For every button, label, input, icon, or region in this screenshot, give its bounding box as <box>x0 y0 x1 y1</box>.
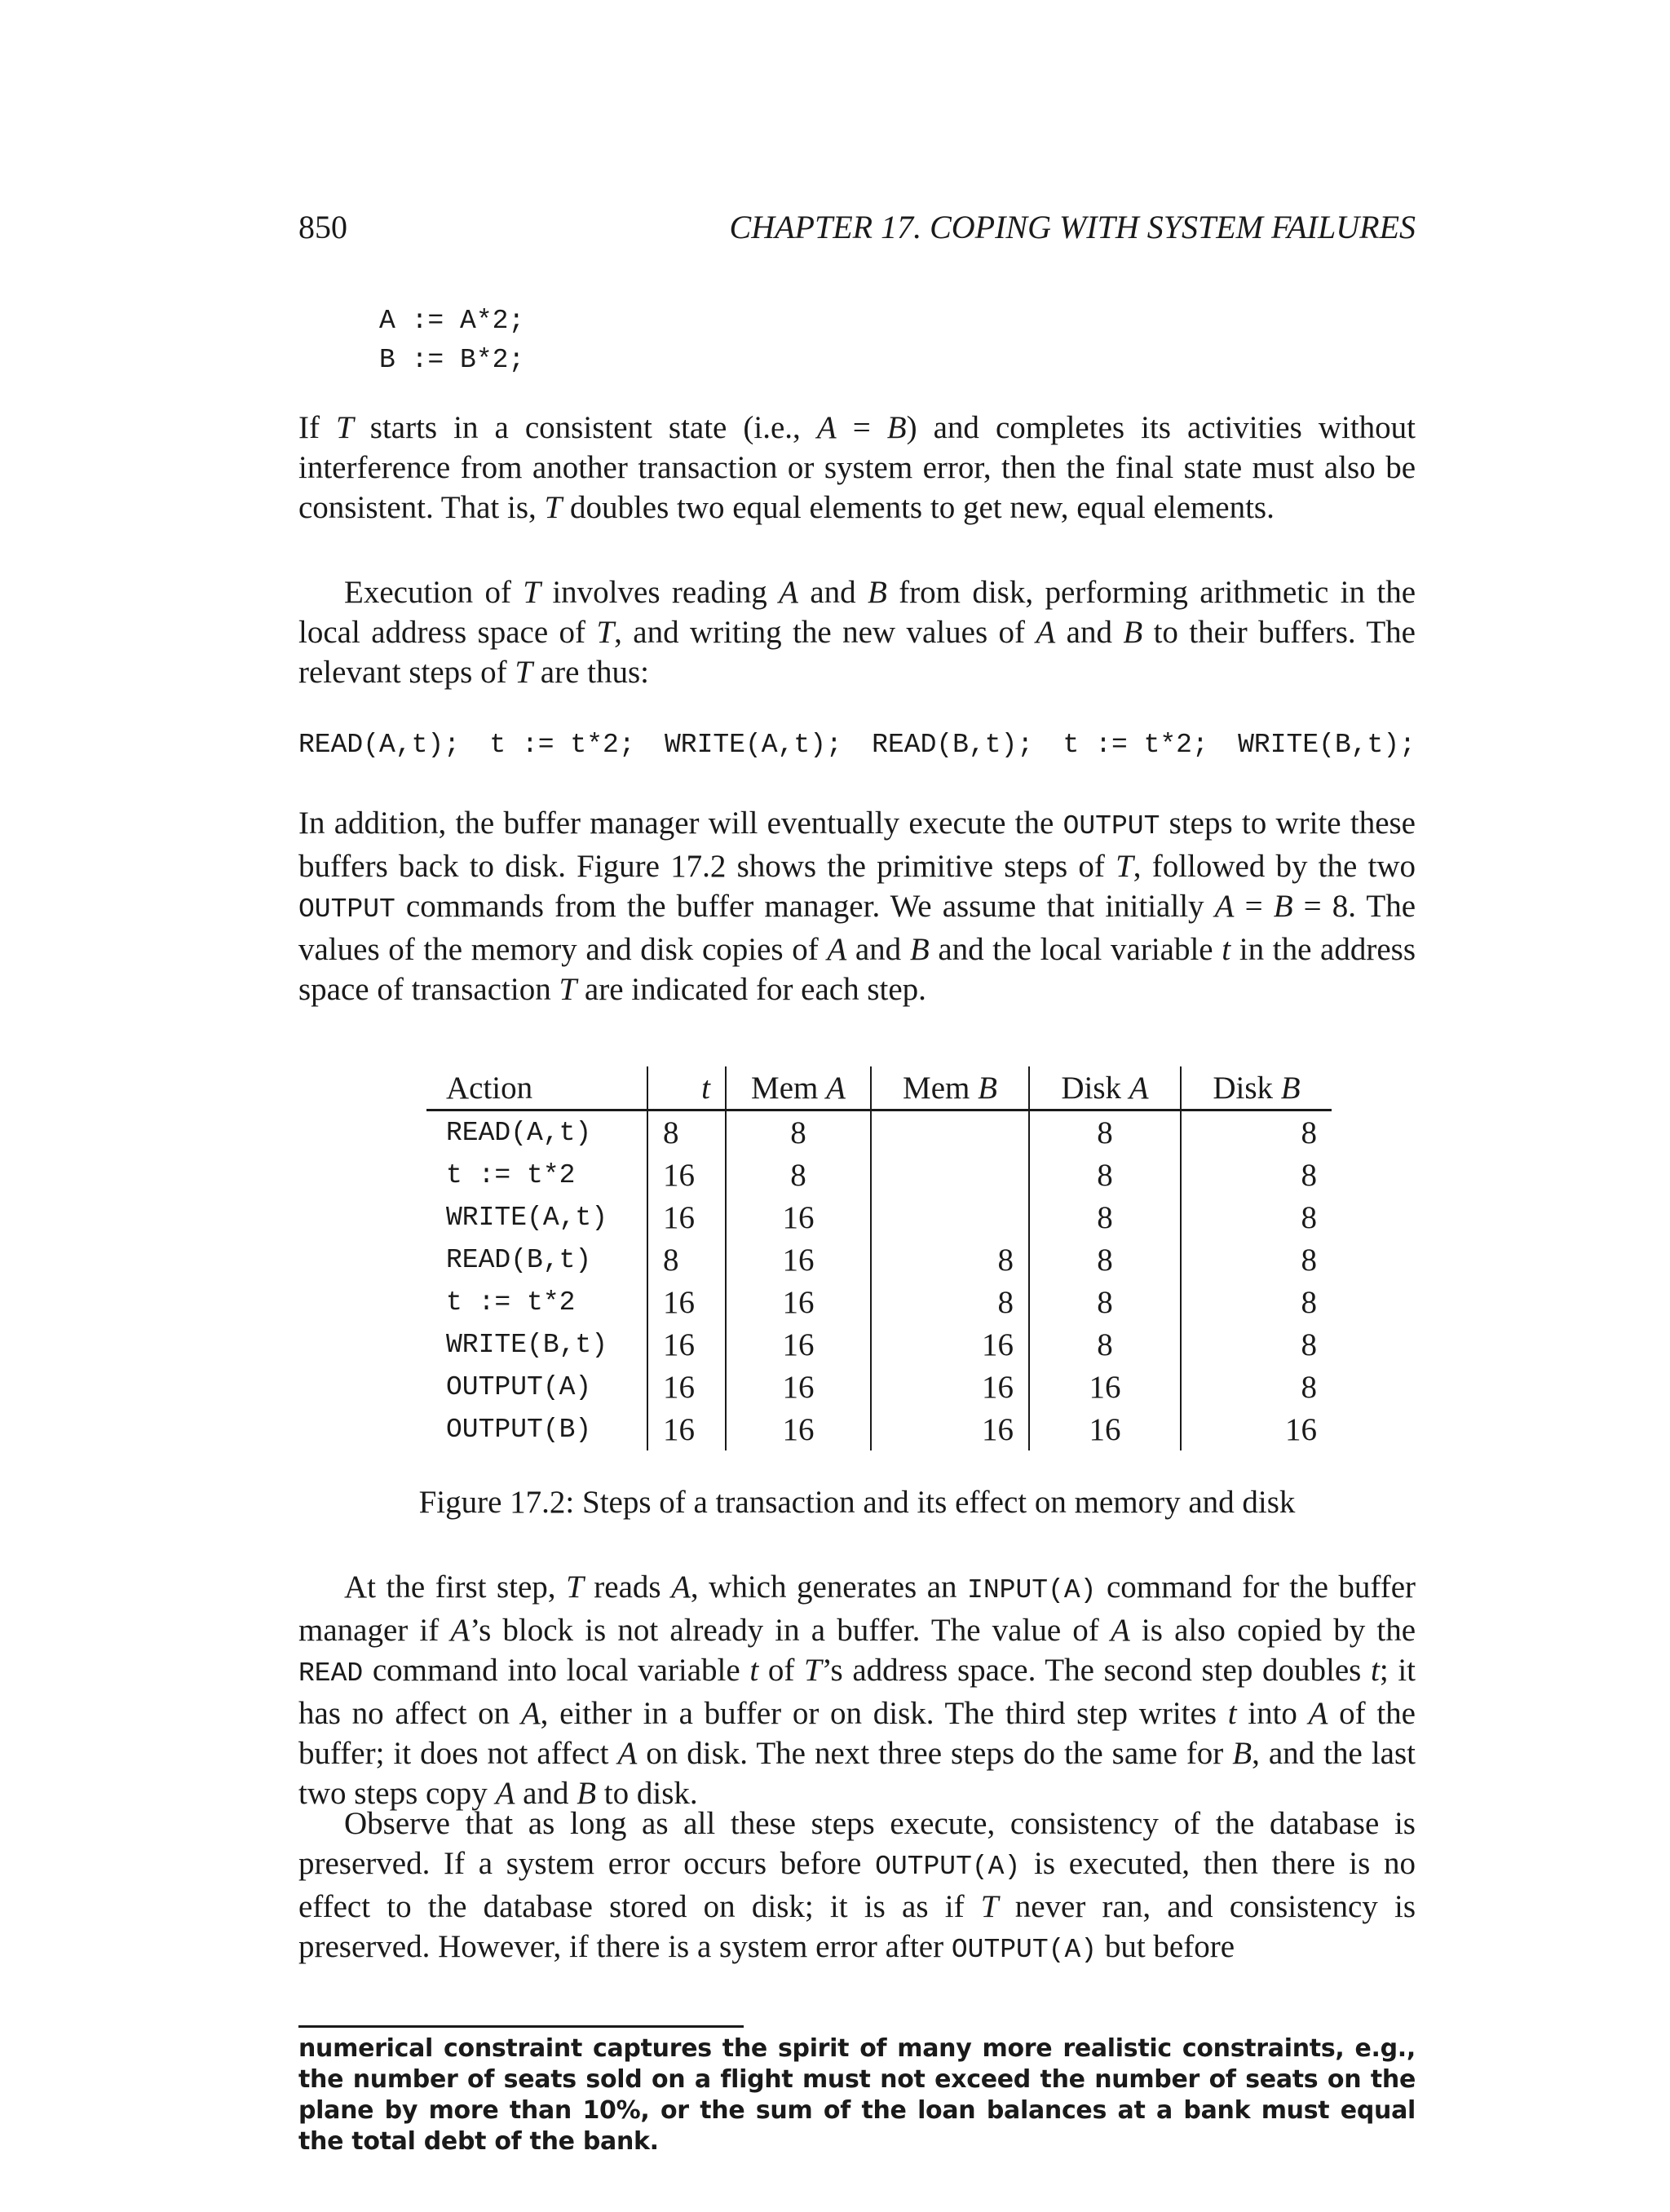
cell-disk-a: 8 <box>1029 1110 1181 1155</box>
paragraph-5: Observe that as long as all these steps execute, consistency of the database is preserved. If a system error occurs before OUTPUT(A) is executed, then there is no effect to the database stored on disk; it is as if T never ran, and consistency is preserved. However, if there is a system error after OUTPUT(A) but before <box>298 1806 1416 1965</box>
code-snippet <box>379 302 524 380</box>
table-row <box>426 1281 1332 1323</box>
step-code: READ(B,t); <box>872 730 1034 760</box>
cell-disk-a: 8 <box>1029 1238 1181 1281</box>
table-row <box>426 1238 1332 1281</box>
cell-disk-b: 8 <box>1181 1281 1332 1323</box>
table-row <box>426 1408 1332 1450</box>
cell-disk-b: 8 <box>1181 1366 1332 1408</box>
cell-disk-a: 8 <box>1029 1196 1181 1238</box>
cell-mem-b: 16 <box>871 1323 1029 1366</box>
cell-mem-a: 16 <box>726 1196 871 1238</box>
header-disk-b: Disk B <box>1181 1066 1332 1110</box>
cell-t: 8 <box>647 1110 726 1155</box>
cell-action: t := t*2 <box>446 1159 576 1190</box>
code-line: A := A*2; <box>379 306 525 336</box>
step-code: WRITE(A,t); <box>664 730 842 760</box>
paragraph-4: At the first step, T reads A, which generates an INPUT(A) command for the buffer manager if A’s block is not already in a buffer. The value of A is also copied by the READ command into local variable t of T’s address space. The second step doubles t; it has no affect on A, either in a buffer or on disk. The third step writes t into A of the buffer; it does not affect A on disk. The next three steps do the same for B, and the last two steps copy A and B to disk. <box>298 1570 1416 1811</box>
cell-disk-b: 8 <box>1181 1238 1332 1281</box>
cell-mem-b: 16 <box>871 1408 1029 1450</box>
figure-caption: Figure 17.2: Steps of a transaction and its effect on memory and disk <box>418 1485 1296 1520</box>
table-row <box>426 1196 1332 1238</box>
page-number: 850 <box>298 209 347 245</box>
table-row <box>426 1154 1332 1196</box>
cell-mem-b <box>871 1110 1029 1155</box>
step-code: WRITE(B,t); <box>1238 730 1416 760</box>
cell-disk-a: 16 <box>1029 1408 1181 1450</box>
cell-t: 16 <box>647 1408 726 1450</box>
header-mem-a: Mem A <box>726 1066 871 1110</box>
cell-mem-a: 16 <box>726 1366 871 1408</box>
cell-mem-a: 16 <box>726 1238 871 1281</box>
header-t: t <box>647 1066 726 1110</box>
running-header <box>298 208 1416 257</box>
cell-disk-b: 8 <box>1181 1323 1332 1366</box>
step-code: t := t*2; <box>489 730 635 760</box>
cell-disk-a: 16 <box>1029 1366 1181 1408</box>
cell-disk-a: 8 <box>1029 1154 1181 1196</box>
cell-t: 16 <box>647 1323 726 1366</box>
cell-mem-b: 8 <box>871 1281 1029 1323</box>
footnote: numerical constraint captures the spirit of many more realistic constraints, e.g., the number of seats sold on a flight must not exceed the number of seats on the plane by more than 10%, or the sum of the loan balances at a bank must equal the total debt of the bank. <box>298 2034 1416 2156</box>
transaction-steps-table <box>426 1066 1332 1450</box>
cell-mem-b: 8 <box>871 1238 1029 1281</box>
header-mem-b: Mem B <box>871 1066 1029 1110</box>
code-line: B := B*2; <box>379 345 525 375</box>
cell-disk-b: 8 <box>1181 1154 1332 1196</box>
cell-action: WRITE(A,t) <box>446 1202 608 1233</box>
cell-mem-a: 8 <box>726 1154 871 1196</box>
cell-mem-a: 8 <box>726 1110 871 1155</box>
cell-disk-a: 8 <box>1029 1323 1181 1366</box>
table-row <box>426 1323 1332 1366</box>
cell-mem-b <box>871 1196 1029 1238</box>
paragraph-2: Execution of T involves reading A and B from disk, performing arithmetic in the local address space of T, and writing the new values of A and B to their buffers. The relevant steps of T are thus: <box>298 575 1416 690</box>
cell-action: OUTPUT(B) <box>446 1414 592 1445</box>
cell-action: t := t*2 <box>446 1287 576 1318</box>
cell-t: 16 <box>647 1154 726 1196</box>
header-action: Action <box>426 1066 647 1110</box>
cell-t: 8 <box>647 1238 726 1281</box>
cell-mem-b: 16 <box>871 1366 1029 1408</box>
cell-action: WRITE(B,t) <box>446 1329 608 1360</box>
cell-mem-b <box>871 1154 1029 1196</box>
cell-disk-b: 8 <box>1181 1196 1332 1238</box>
cell-mem-a: 16 <box>726 1323 871 1366</box>
cell-action: READ(A,t) <box>446 1117 592 1148</box>
table-row <box>426 1110 1332 1155</box>
cell-t: 16 <box>647 1366 726 1408</box>
table-header-row <box>426 1066 1332 1110</box>
transaction-steps-line <box>298 730 1416 760</box>
footnote-rule <box>298 2025 744 2028</box>
cell-t: 16 <box>647 1281 726 1323</box>
cell-mem-a: 16 <box>726 1408 871 1450</box>
step-code: t := t*2; <box>1063 730 1208 760</box>
chapter-title: CHAPTER 17. COPING WITH SYSTEM FAILURES <box>729 209 1416 245</box>
cell-action: READ(B,t) <box>446 1244 592 1275</box>
step-code: READ(A,t); <box>298 730 461 760</box>
cell-disk-b: 16 <box>1181 1408 1332 1450</box>
paragraph-3: In addition, the buffer manager will eventually execute the OUTPUT steps to write these buffers back to disk. Figure 17.2 shows the primitive steps of T, followed by the two OUTPUT commands from the buffer manager. We assume that initially A = B = 8. The values of the memory and disk copies of A and B and the local variable t in the address space of transaction T are indicated for each step. <box>298 806 1416 1007</box>
cell-action: OUTPUT(A) <box>446 1371 592 1402</box>
cell-disk-b: 8 <box>1181 1110 1332 1155</box>
cell-disk-a: 8 <box>1029 1281 1181 1323</box>
cell-mem-a: 16 <box>726 1281 871 1323</box>
paragraph-1: If T starts in a consistent state (i.e., A = B) and completes its activities without interference from another transaction or system error, then the final state must also be consistent. That is, T doubles two equal elements to get new, equal elements. <box>298 410 1416 525</box>
table-row <box>426 1366 1332 1408</box>
header-disk-a: Disk A <box>1029 1066 1181 1110</box>
cell-t: 16 <box>647 1196 726 1238</box>
